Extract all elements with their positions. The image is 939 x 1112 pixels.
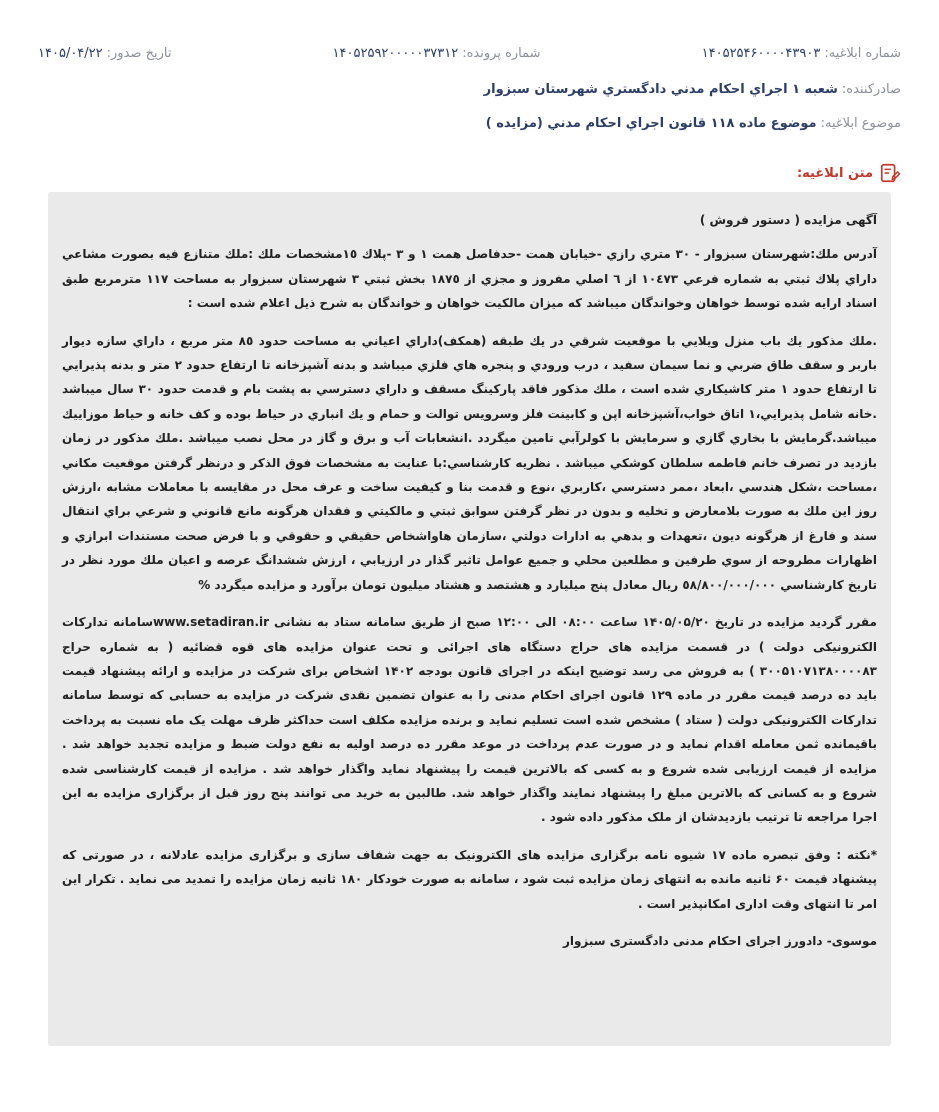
case-number <box>333 46 541 61</box>
property-address-paragraph: آدرس ملك:شهرستان سبزوار - ٣٠ متري رازي -خيابان همت -حدفاصل همت ١ و ٣ -پلاك ١٥مشخصات ملك :ملك متنازع فيه بصورت مشاعي داراي پلاك ثبتي به شماره فرعي ١٠٤٧٣ از ٦ اصلي مفروز و مجزي از ١٨٧٥ بخش ثبتي ٣ شهرستان سبزوار به مساحت ١١٧ مترمربع طبق اسناد ارايه شده توسط خواهان وخواندگان ميباشد كه ميزان مالكيت خواهان و خواندگان به شرح ذيل اعلام شده است : <box>62 247 878 311</box>
note-paragraph: *نکته : وفق تبصره ماده ۱۷ شیوه نامه برگزاری مزایده های الکترونیک به جهت شفاف سازی و برگزاری مزایده عادلانه ، در صورتی که پیشنهاد قیمت ۶۰ ثانیه مانده به انتهای زمان مزایده ثبت شود ، سامانه به صورت خودکار ۱۸۰ ثانیه زمان مزایده را تمدید می نماید . تکرار این امر تا انتهای وقت اداری امکانپذیر است . <box>62 847 878 911</box>
notice-number-label: شماره ابلاغيه: <box>824 46 901 61</box>
issue-date-value: ۱۴۰۵/۰۴/۲۲ <box>38 46 103 61</box>
case-number-value: ۱۴۰۵۲۵۹۲۰۰۰۰۰۳۷۳۱۲ <box>332 46 459 61</box>
case-number-label: شماره پرونده: <box>462 46 541 61</box>
issuer-label: صادرکننده: <box>841 82 901 97</box>
auction-heading: آگهی مزایده ( دستور فروش ) <box>699 213 877 227</box>
subject-line <box>486 116 901 131</box>
issue-date <box>38 46 171 61</box>
notice-text-title: متن ابلاغيه: <box>796 165 873 181</box>
issuer-value: شعبه ۱ اجراي احکام مدني دادگستري شهرستان سبزوار <box>483 82 838 97</box>
notice-number-value: ۱۴۰۵۲۵۴۶۰۰۰۰۴۳۹۰۳ <box>701 46 821 61</box>
auction-terms-paragraph: مقرر گردید مزایده در تاریخ ۱۴۰۵/۰۵/۲۰ ساعت ۰۸:۰۰ الی ۱۲:۰۰ صبح از طریق سامانه ستاد به نشانی www.setadiran.irسامانه تدارکات الکترونیکی دولت ) در قسمت مزایده های حراج دستگاه های اجرائی و تحت عنوان مزایده های قوه قضائیه ( به شماره حراج ۳۰۰۵۱۰۷۱۳۸۰۰۰۰۸۳ ) به فروش می رسد توضیح اینکه در اجرای قانون بودجه ۱۴۰۲ اشخاص برای شرکت در مزایده و ارائه پیشنهاد قیمت باید ده درصد قیمت مقرر در ماده ۱۲۹ قانون اجرای احکام مدنی را به عنوان تضمین نقدی شرکت در مزایده به حسابی که توسط سامانه تدارکات الکترونیکی دولت ( ستاد ) مشخص شده است تسلیم نماید و برنده مزایده مکلف است حداکثر ظرف مهلت یک ماه نسبت به پرداخت باقیمانده ثمن معامله اقدام نماید و در صورت عدم پرداخت در موعد مقرر ده درصد اولیه به نفع دولت ضبط و مزایده تجدید خواهد شد . مزایده از قیمت ارزیابی شده شروع و به کسی که بالاترین قیمت را پیشنهاد نماید واگذار خواهد شد . مزایده از قیمت کارشناسی شده شروع و به کسانی که بالاترین مبلغ را پیشنهاد نمایند واگذار خواهد شد. طالبین به خرید می توانند پنج روز قبل از برگزاری مزایده به این اجرا مراجعه تا ترتیب بازدیدشان از ملک مذکور داده شود . <box>62 615 878 825</box>
issue-date-label: تاريخ صدور: <box>106 46 172 61</box>
subject-label: موضوع ابلاغيه: <box>820 116 901 131</box>
notice-text-header <box>797 162 901 184</box>
notice-meta-row <box>38 46 901 61</box>
notice-number <box>702 46 901 61</box>
edit-document-icon <box>879 162 901 184</box>
property-description-paragraph: .ملك مذكور يك باب منزل ويلايي با موقعيت شرقي در يك طبقه (همكف)داراي اعياني به مساحت حدود ٨٥ متر مربع ، داراي سازه ديوار باربر و سقف طاق ضربي و نما سيمان سفيد ، درب ورودي و پنجره هاي فلزي ميباشد و بدنه آشپزخانه تا ارتفاع حدود ٢ متر و بدنه پذيرايي تا ارتفاع حدود ١ متر كاشيكاري شده است ، ملك مذكور فاقد پاركينگ مسقف و داراي دسترسي به پشت بام و قدمت حدود ٣٠ سال ميباشد .خانه شامل پذيرايي،١ اتاق خواب،آشپزخانه اپن و كابينت فلز وسرويس توالت و حمام و يك انباري در حياط بوده و كف خانه و حياط موزاييك ميباشد.گرمايش با بخاري گازي و سرمايش با كولرآبي تامين ميگردد .انشعابات آب و برق و گاز در محل نصب ميباشد .ملك مذكور در زمان بازديد در تصرف خانم فاطمه سلطان كوشكي ميباشد . نظريه كارشناسي:با عنايت به مشخصات فوق الذكر و درنظر گرفتن موقعيت مكاني ،مساحت ،شكل هندسي ،ابعاد ،ممر دسترسي ،كاربري ،نوع و قدمت بنا و كيفيت ساخت و عرف محل در مقايسه با معاملات مشابه ،ارزش روز اين ملك به صورت بلامعارض و تخليه و بدون در نظر گرفتن سوابق ثبتي و مالكيتي و فقدان هرگونه مانع قانوني و شرعي براي انتقال سند و فارغ از هرگونه ديون ،تعهدات و بدهي به ادارات دولتي ،سازمان هاواشخاص حقيقي و حقوقي و با فرض صحت مستندات ابرازي و اظهارات مطروحه از سوي طرفين و مطلعين محلي و جميع عوامل تاثير گذار در ارزيابي ، ارزش ششدانگ عرصه و اعيان ملك مورد نظر در تاريخ كارشناسي ٥٨/٨٠٠/٠٠٠/٠٠٠ ريال معادل پنج ميلیارد و هشتصد و هشتاد ميليون تومان برآورد و مزایده میگردد % <box>62 333 878 592</box>
subject-value: موضوع ماده ۱۱۸ قانون اجراي احکام مدني (مزايده ) <box>485 116 817 131</box>
signature: موسوی- دادورز اجرای احکام مدنی دادگستری سبزوار <box>562 933 877 948</box>
notice-body <box>48 192 891 1046</box>
issuer-line <box>484 82 901 97</box>
